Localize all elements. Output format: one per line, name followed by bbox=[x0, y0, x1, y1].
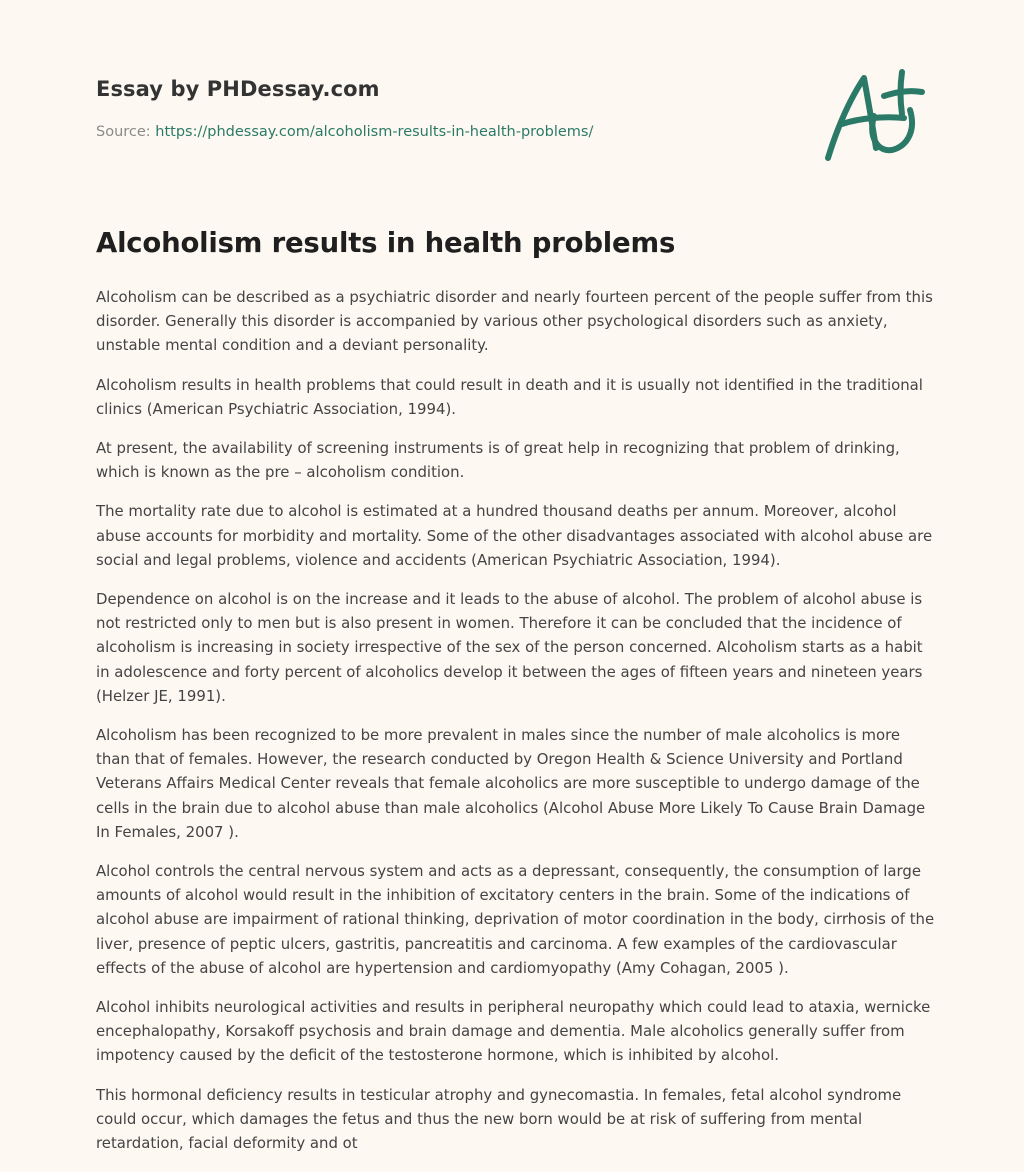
article-paragraph: Alcoholism results in health problems that could result in death and it is usually not identified in the traditional clinics (American Psychiatric Association, 1994). bbox=[96, 375, 923, 418]
article-paragraph: Alcoholism can be described as a psychiatric disorder and nearly fourteen percent of the people suffer from this disorder. Generally this disorder is accompanied by various other psychological disorders such as anxiety, unstable mental condition and a deviant personality. bbox=[96, 288, 933, 355]
article-paragraph: Alcohol controls the central nervous system and acts as a depressant, consequently, the consumption of large amounts of alcohol would result in the inhibition of excitatory centers in the brain. Some of the indications of alcohol abuse are impairment of rational thinking, deprivation of motor coordination in the body, cirrhosis of the liver, presence of peptic ulcers, gastritis, pancreatitis and carcinoma. A few examples of the cardiovascular effects of the abuse of alcohol are hypertension and cardiomyopathy (Amy Cohagan, 2005 ). bbox=[96, 862, 935, 977]
source-link[interactable]: https://phdessay.com/alcoholism-results-in-health-problems/ bbox=[155, 124, 594, 140]
article-paragraph: Alcohol inhibits neurological activities and results in peripheral neuropathy which could lead to ataxia, wernicke encephalopathy, Korsakoff psychosis and brain damage and dementia. Male alcoholics generally suffer from impotency caused by the deficit of the testosterone hormone, which is inhibited by alcohol. bbox=[96, 998, 931, 1065]
site-brand: Essay by PHDessay.com bbox=[96, 77, 380, 101]
essay-page bbox=[96, 0, 936, 1172]
page-header bbox=[96, 0, 936, 200]
source-label: Source: bbox=[96, 124, 156, 140]
article-paragraph: At present, the availability of screening instruments is of great help in recognizing that problem of drinking, which is known as the pre – alcoholism condition. bbox=[96, 439, 900, 482]
article-body bbox=[96, 285, 936, 1170]
article-title: Alcoholism results in health problems bbox=[96, 227, 676, 259]
article-paragraph: Dependence on alcohol is on the increase and it leads to the abuse of alcohol. The problem of alcohol abuse is not restricted only to men but is also present in women. Therefore it can be concluded that the incidence of alcoholism is increasing in society irrespective of the sex of the person concerned. Alcoholism starts as a habit in adolescence and forty percent of alcoholics develop it between the ages of fifteen years and nineteen years (Helzer JE, 1991). bbox=[96, 590, 923, 705]
source-line bbox=[96, 124, 593, 140]
article-paragraph: The mortality rate due to alcohol is estimated at a hundred thousand deaths per annum. Moreover, alcohol abuse accounts for morbidity and mortality. Some of the other disadvantages associated with alcohol abuse are social and legal problems, violence and accidents (American Psychiatric Association, 1994). bbox=[96, 502, 933, 569]
article-paragraph: This hormonal deficiency results in testicular atrophy and gynecomastia. In females, fetal alcohol syndrome could occur, which damages the fetus and thus the new born would be at risk of suffering from mental retardation, facial deformity and ot bbox=[96, 1085, 902, 1153]
article-paragraph: Alcoholism has been recognized to be more prevalent in males since the number of male alcoholics is more than that of females. However, the research conducted by Oregon Health & Science University and Portland Veterans Affairs Medical Center reveals that female alcoholics are more susceptible to undergo damage of the cells in the brain due to alcohol abuse than male alcoholics (Alcohol Abuse More Likely To Cause Brain Damage In Females, 2007 ). bbox=[96, 726, 926, 841]
a-plus-grade-icon bbox=[822, 66, 928, 166]
